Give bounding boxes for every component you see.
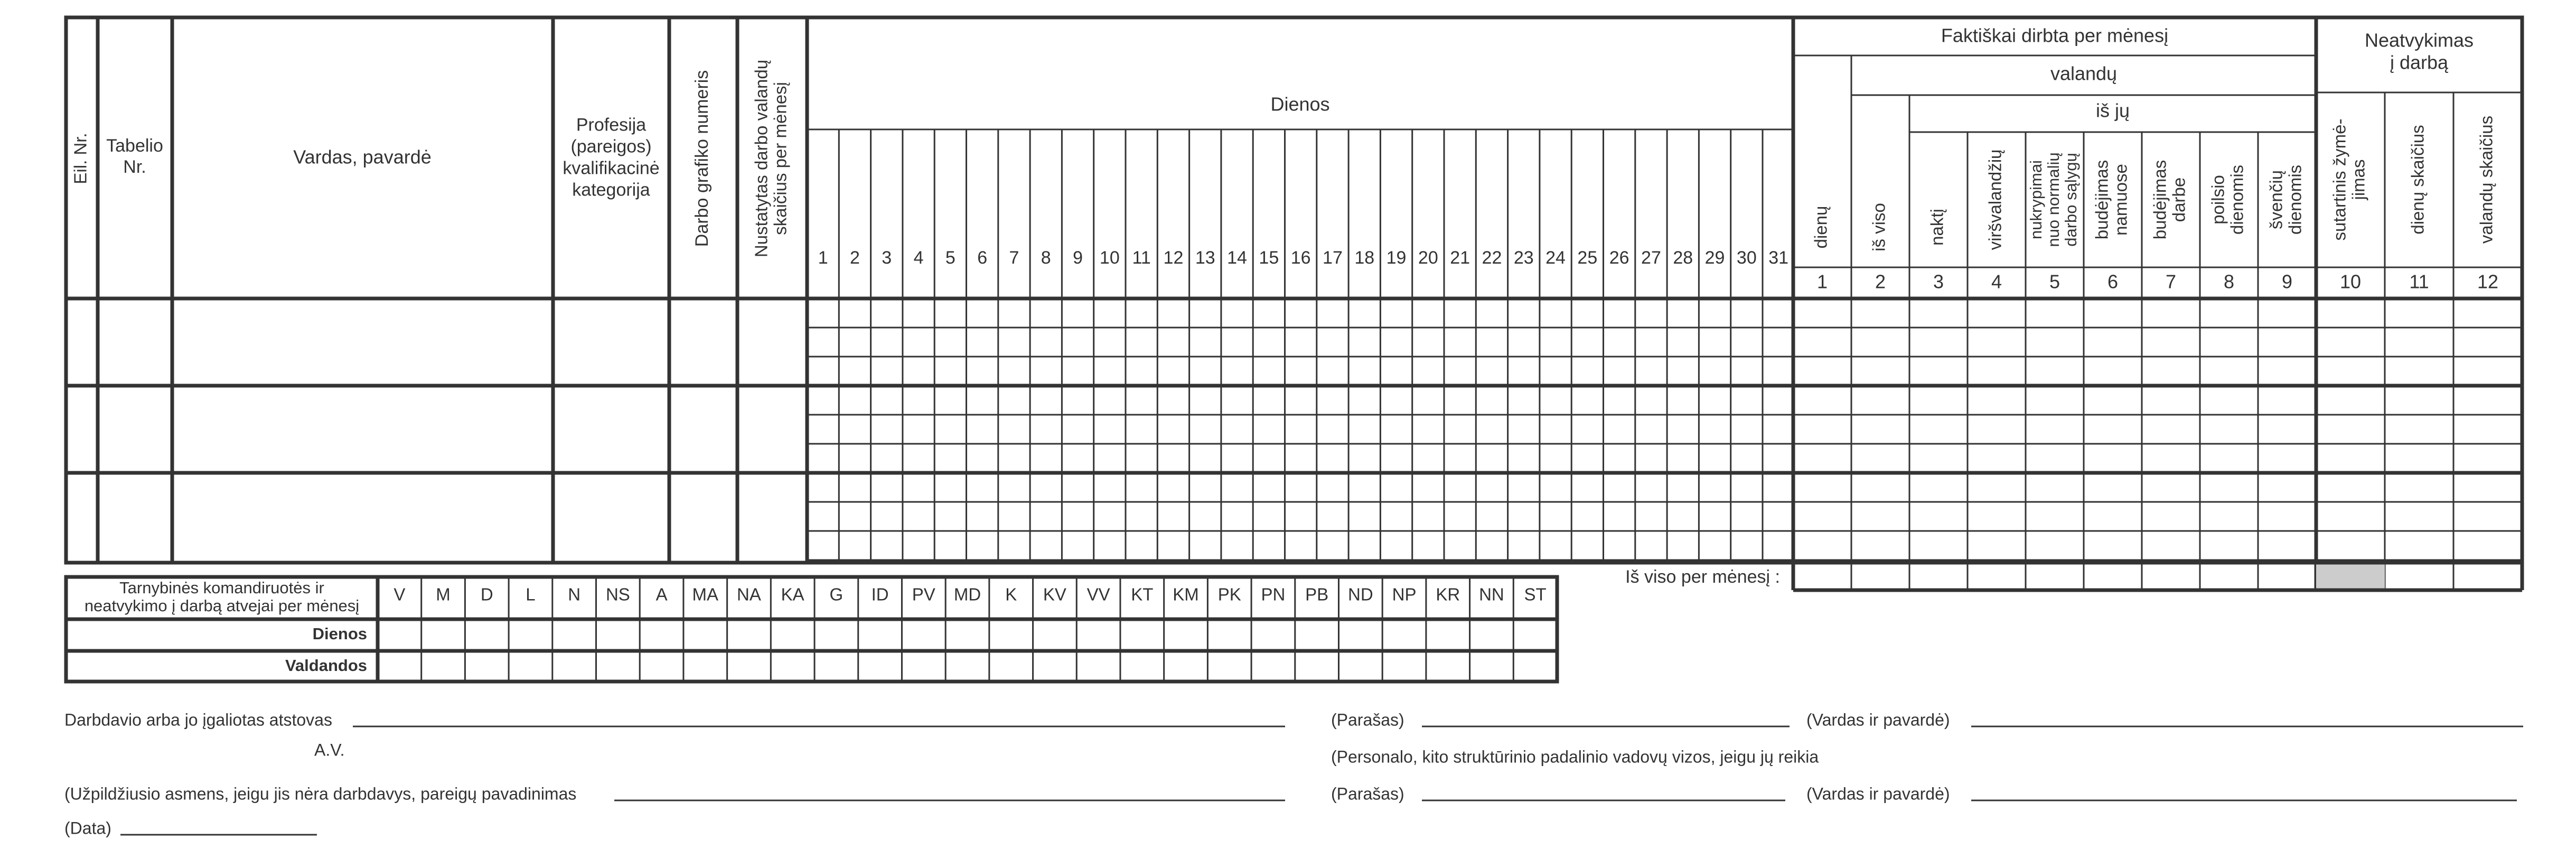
vertical-label-line: švenčių (2266, 170, 2286, 229)
column-number: 11 (2409, 270, 2429, 293)
day-number: 16 (1290, 247, 1311, 268)
code-NN: NN (1479, 584, 1504, 604)
vertical-label-line: dienomis (2227, 164, 2247, 235)
employer-label: Darbdavio arba jo įgaliotas atstovas (64, 710, 332, 730)
day-number: 22 (1482, 247, 1502, 268)
eil-nr-header (71, 133, 90, 184)
day-number: 9 (1073, 247, 1083, 268)
day-number: 30 (1736, 247, 1757, 268)
vertical-label-line: dienomis (2285, 164, 2305, 235)
vertical-label-line: Eil. Nr. (70, 133, 90, 184)
day-number: 28 (1673, 247, 1693, 268)
code-MD: MD (953, 584, 981, 604)
dienu-header (1811, 206, 1831, 249)
column-number: 1 (1816, 270, 1828, 293)
valandos-row-label: Valdandos (285, 656, 367, 675)
day-number: 15 (1259, 247, 1279, 268)
column-number: 7 (2165, 270, 2177, 293)
neatvykimas-header: Neatvykimas (2364, 29, 2474, 51)
day-number: 13 (1195, 247, 1215, 268)
day-number: 26 (1609, 247, 1629, 268)
column-number: 6 (2107, 270, 2119, 293)
vertical-label-line: dienų skaičius (2408, 125, 2428, 235)
dienos-header: Dienos (1270, 93, 1330, 115)
code-L: L (526, 584, 536, 604)
vertical-label-line: iš viso (1869, 203, 1889, 251)
code-NA: NA (737, 584, 761, 604)
vertical-label-line: viršvalandžių (1985, 149, 2005, 250)
day-number: 5 (945, 247, 956, 268)
tabelio-header: Nr. (123, 156, 146, 177)
day-number: 8 (1041, 247, 1051, 268)
column-number: 10 (2339, 270, 2362, 293)
code-NS: NS (605, 584, 630, 604)
vertical-label-line: poilsio (2208, 175, 2228, 225)
profesija-header: Profesija (576, 115, 647, 135)
tabelio-header: Tabelio (106, 135, 163, 156)
vertical-label-line: naktį (1927, 209, 1947, 246)
code-MA: MA (692, 584, 719, 604)
grafiko-header (692, 70, 712, 247)
codes-header: Tarnybinės komandiruotės ir (119, 579, 324, 598)
code-K: K (1005, 584, 1017, 604)
is-ju-header: iš jų (2095, 99, 2130, 122)
code-KV: KV (1043, 584, 1066, 604)
day-number: 27 (1641, 247, 1661, 268)
day-number: 11 (1132, 247, 1151, 268)
table-grid (64, 17, 2523, 838)
code-KA: KA (781, 584, 804, 604)
profesija-header: (pareigos) (570, 136, 652, 157)
personnel-label: (Personalo, kito struktūrinio padalinio vadovų vizos, jeigu jų reikia (1331, 747, 1819, 767)
code-ND: ND (1347, 584, 1373, 604)
vertical-label-line: jimas (2348, 159, 2368, 200)
codes-header: neatvykimo į darbą atvejai per mėnesį (84, 596, 360, 615)
day-number: 31 (1768, 247, 1789, 268)
parasas-1: (Parašas) (1331, 710, 1404, 730)
vertical-label-line: Darbo grafiko numeris (691, 70, 712, 247)
code-ID: ID (871, 584, 889, 604)
day-number: 1 (818, 247, 828, 268)
day-number: 2 (849, 247, 860, 268)
column-number: 3 (1933, 270, 1944, 293)
vertical-label-line: valandų skaičius (2476, 115, 2496, 244)
poilsio-header (2208, 165, 2247, 235)
code-M: M (436, 584, 451, 604)
nustatytas-header (752, 60, 790, 257)
svenciu-header (2266, 165, 2305, 235)
code-G: G (829, 584, 844, 604)
day-number: 29 (1704, 247, 1725, 268)
valandu-header: valandų (2050, 62, 2118, 85)
vertical-label-line: budėjimas (2092, 160, 2112, 240)
profesija-header: kategorija (572, 180, 650, 200)
valandu-skaicius-header (2477, 116, 2496, 244)
day-number: 18 (1354, 247, 1375, 268)
code-PV: PV (912, 584, 935, 604)
vertical-label-line: budėjimas (2150, 160, 2170, 240)
nakti-header (1927, 209, 1947, 246)
vertical-label-line: skaičius per mėnesį (770, 82, 790, 235)
code-PN: PN (1261, 584, 1286, 604)
column-number: 2 (1875, 270, 1886, 293)
vertical-label-line: namuose (2111, 164, 2131, 236)
sutartinis-header (2330, 118, 2368, 240)
shaded-cell (2316, 564, 2385, 589)
vardas-header: Vardas, pavardė (293, 146, 432, 168)
day-number: 23 (1513, 247, 1534, 268)
budejimas-darbe-header (2150, 160, 2189, 239)
day-number: 4 (913, 247, 924, 268)
code-VV: VV (1086, 584, 1110, 604)
dienu-skaicius-header (2408, 125, 2428, 234)
day-number: 25 (1577, 247, 1598, 268)
vertical-label-line: sutartinis žymė- (2329, 118, 2349, 241)
column-number: 12 (2477, 270, 2499, 293)
column-number: 5 (2049, 270, 2060, 293)
vertical-label-line: nukrypimai (2027, 160, 2046, 239)
vardas-1: (Vardas ir pavardė) (1806, 710, 1950, 730)
column-number: 4 (1991, 270, 2002, 293)
day-number: 14 (1227, 247, 1247, 268)
code-KM: KM (1173, 584, 1199, 604)
profesija-header: kvalifikacinė (563, 158, 660, 179)
faktiskai-header: Faktiškai dirbta per mėnesį (1941, 24, 2169, 46)
av-label: A.V. (314, 740, 345, 760)
vertical-label-line: darbo sąlygų (2062, 153, 2081, 247)
code-D: D (480, 584, 493, 604)
column-number: 9 (2281, 270, 2293, 293)
day-number: 19 (1386, 247, 1407, 268)
day-number: 6 (977, 247, 988, 268)
vertical-label-line: dienų (1811, 206, 1831, 249)
code-KT: KT (1131, 584, 1154, 604)
day-number: 21 (1450, 247, 1470, 268)
day-number: 7 (1009, 247, 1019, 268)
filler-label: (Užpildžiusio asmens, jeigu jis nėra darbdavys, pareigų pavadinimas (64, 784, 577, 804)
code-PK: PK (1217, 584, 1241, 604)
day-number: 10 (1099, 247, 1120, 268)
vertical-label-line: nuo normalių (2044, 152, 2063, 247)
code-ST: ST (1524, 584, 1547, 604)
code-A: A (655, 584, 668, 604)
table-text (64, 25, 2498, 838)
total-label: Iš viso per mėnesį : (1625, 566, 1780, 587)
code-KR: KR (1436, 584, 1460, 604)
code-PB: PB (1305, 584, 1329, 604)
code-N: N (568, 584, 581, 604)
day-number: 20 (1418, 247, 1438, 268)
day-number: 17 (1323, 247, 1343, 268)
vertical-label-line: darbe (2169, 177, 2189, 222)
day-number: 24 (1545, 247, 1566, 268)
dienos-row-label: Dienos (312, 624, 367, 643)
column-number: 8 (2223, 270, 2235, 293)
data-label: (Data) (64, 818, 111, 838)
code-NP: NP (1392, 584, 1417, 604)
budejimas-namuose-header (2092, 160, 2131, 239)
parasas-2: (Parašas) (1331, 784, 1404, 804)
day-number: 3 (882, 247, 892, 268)
is-viso-header (1869, 203, 1889, 251)
virsvalandziu-header (1985, 150, 2005, 250)
nukrypimai-header (2027, 152, 2080, 247)
vertical-label-line: Nustatytas darbo valandų (751, 59, 771, 258)
vardas-2: (Vardas ir pavardė) (1806, 784, 1950, 804)
neatvykimas-header: į darbą (2390, 51, 2449, 73)
code-V: V (394, 584, 406, 604)
day-number: 12 (1163, 247, 1184, 268)
